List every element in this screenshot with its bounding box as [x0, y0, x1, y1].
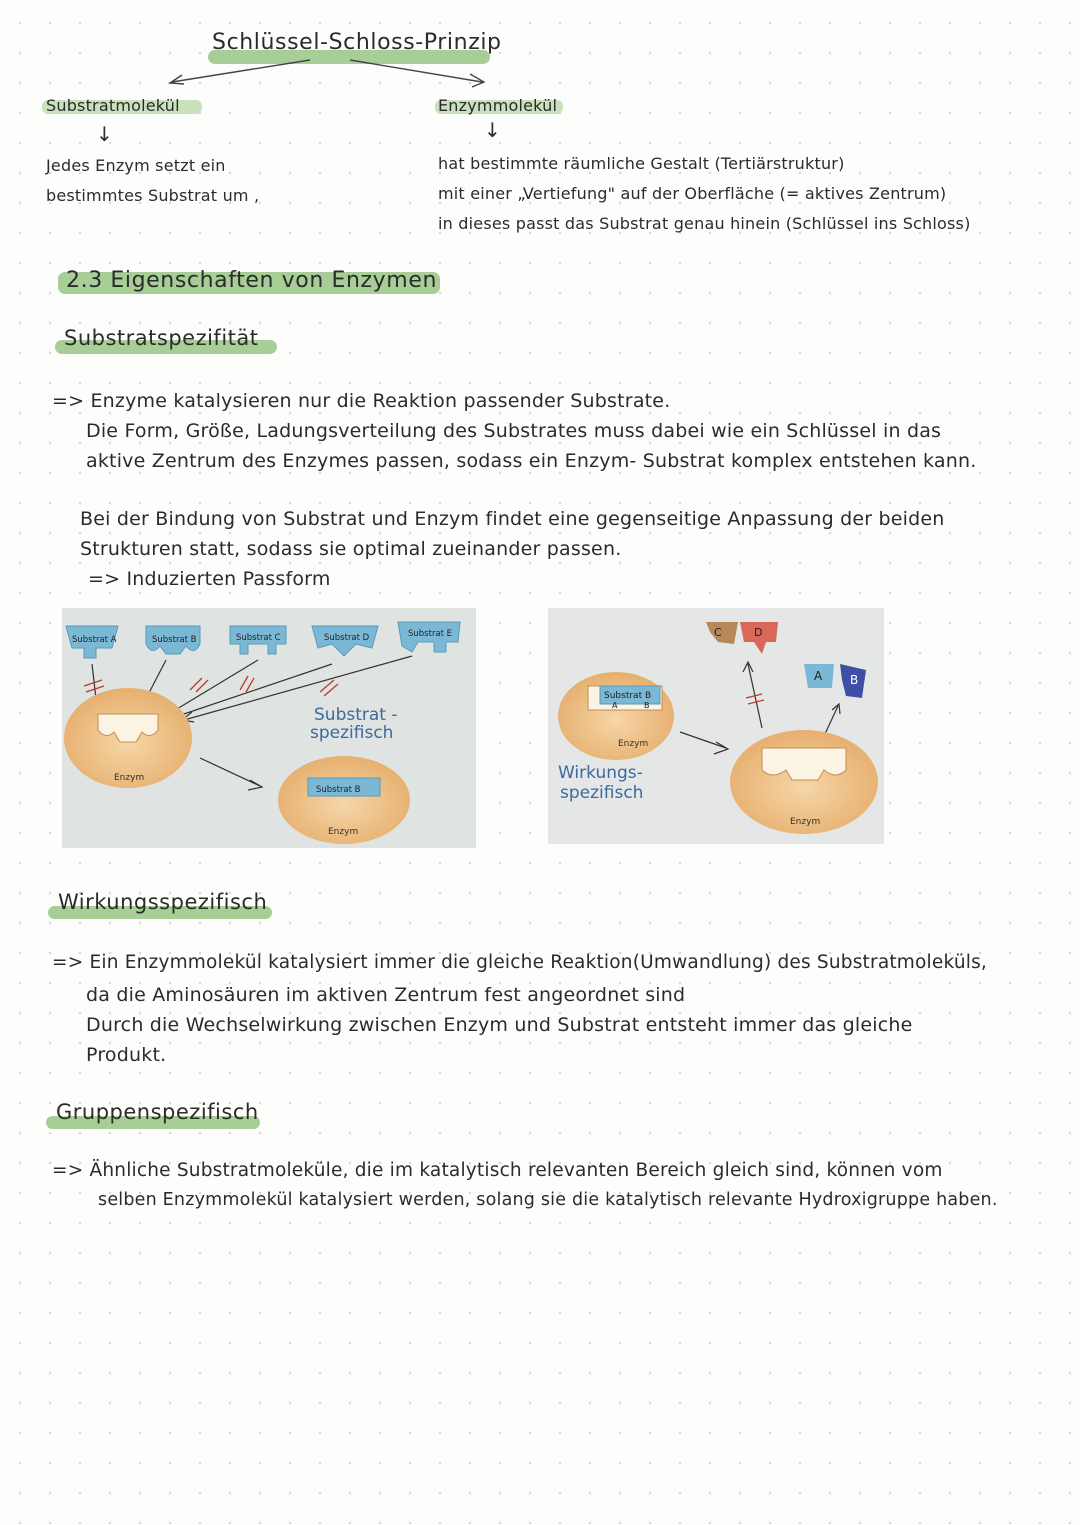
complex-substrate-label: Substrat B [316, 785, 361, 795]
left-line-1: Jedes Enzym setzt ein [46, 156, 226, 175]
fig2-sub-a: A [612, 701, 618, 710]
arrow-left-head [170, 75, 184, 84]
fig2-reject-marks [746, 694, 764, 704]
fig2-letter-d: D [754, 626, 763, 639]
substrate-d-label: Substrat D [324, 633, 370, 643]
arrow-right [350, 60, 482, 82]
gruppen-line-1: => Ähnliche Substratmoleküle, die im katalytisch relevanten Bereich gleich sind, können vom [52, 1160, 943, 1181]
fig2-substrate-label: Substrat B [604, 691, 652, 701]
left-down-arrow: ↓ [96, 122, 113, 146]
wirkung-line-3: Durch die Wechselwirkung zwischen Enzym und Substrat entsteht immer das gleiche [86, 1014, 913, 1036]
fig2-letter-b: B [850, 673, 859, 687]
substratmolekuel-label: Substratmolekül [46, 96, 180, 115]
branch-arrows [160, 56, 500, 92]
fig2-enzyme-label: Enzym [618, 739, 649, 749]
right-line-1: hat bestimmte räumliche Gestalt (Tertiärstruktur) [438, 154, 845, 173]
substrat-line-3: aktive Zentrum des Enzymes passen, sodass ein Enzym- Substrat komplex entstehen kann. [86, 450, 977, 472]
figure-reaction-specificity [548, 608, 884, 844]
substrat-line-1: => Enzyme katalysieren nur die Reaktion passender Substrate. [52, 390, 671, 412]
gruppen-line-2: selben Enzymmolekül katalysiert werden, solang sie die katalytisch relevante Hydroxigruppe haben. [98, 1190, 998, 1210]
substrate-e-label: Substrat E [408, 629, 453, 639]
substrate-b-label: Substrat B [152, 635, 197, 645]
substratspezifitaet-title: Substratspezifität [64, 326, 259, 350]
wirkungsspezifisch-title: Wirkungsspezifisch [58, 890, 268, 914]
figure1-svg [62, 608, 476, 848]
wirkung-line-1: => Ein Enzymmolekül katalysiert immer die gleiche Reaktion(Umwandlung) des Substratmoleküls, [52, 952, 987, 973]
enzyme-1-label: Enzym [114, 773, 145, 783]
wirkung-line-4: Produkt. [86, 1044, 167, 1066]
fig2-letter-a: A [814, 669, 823, 683]
induced-line-3: => Induzierten Passform [88, 568, 331, 590]
arrow-left [172, 60, 310, 82]
left-line-2: bestimmtes Substrat um , [46, 186, 260, 205]
enzymmolekuel-label: Enzymmolekül [438, 96, 558, 115]
figure2-svg [548, 608, 884, 844]
section-title: 2.3 Eigenschaften von Enzymen [66, 268, 438, 293]
right-line-3: in dieses passt das Substrat genau hinein (Schlüssel ins Schloss) [438, 214, 971, 233]
complex-enzyme-label: Enzym [328, 827, 359, 837]
figure1-note-1: Substrat - [314, 705, 398, 725]
right-line-2: mit einer „Vertiefung" auf der Oberfläche (= aktives Zentrum) [438, 184, 947, 203]
wirkung-line-2: da die Aminosäuren im aktiven Zentrum fest angeordnet sind [86, 984, 686, 1006]
substrat-line-2: Die Form, Größe, Ladungsverteilung des Substrates muss dabei wie ein Schlüssel in das [86, 420, 942, 442]
complex-arrow [200, 758, 262, 790]
figure1-note-2: spezifisch [310, 723, 394, 743]
fig2-arrow-main [680, 732, 728, 754]
fig2-enzyme-label-2: Enzym [790, 817, 821, 827]
page-title: Schlüssel-Schloss-Prinzip [212, 30, 502, 55]
figure-substrate-specificity [62, 608, 476, 848]
figure2-note-1: Wirkungs- [558, 763, 643, 783]
enzyme-2-shape [558, 672, 674, 760]
substrate-c-label: Substrat C [236, 633, 281, 643]
fig2-letter-c: C [714, 626, 722, 639]
figure2-note-2: spezifisch [560, 783, 644, 803]
fig2-sub-b: B [644, 701, 650, 710]
induced-line-2: Strukturen statt, sodass sie optimal zueinander passen. [80, 538, 622, 560]
gruppenspezifisch-title: Gruppenspezifisch [56, 1100, 259, 1124]
induced-line-1: Bei der Bindung von Substrat und Enzym findet eine gegenseitige Anpassung der beiden [80, 508, 945, 530]
right-down-arrow: ↓ [484, 118, 501, 142]
substrate-a-label: Substrat A [72, 635, 117, 645]
